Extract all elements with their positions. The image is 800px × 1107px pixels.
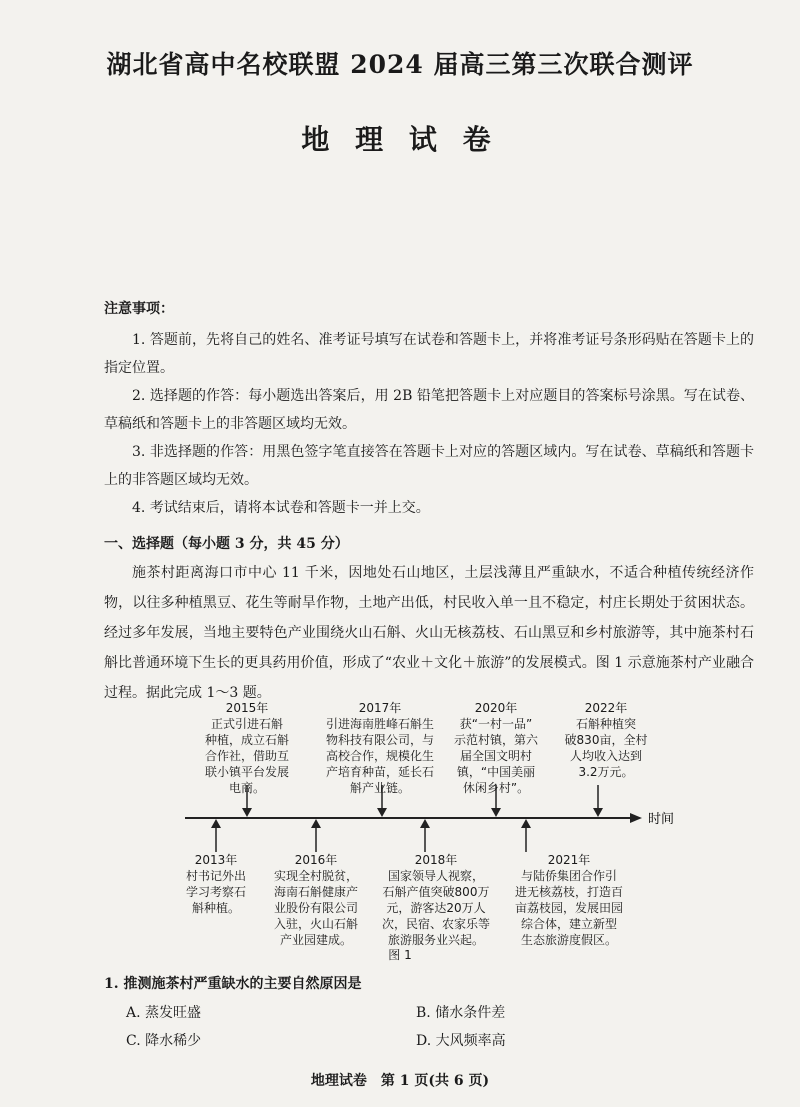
notice-item-1: 1. 答题前，先将自己的姓名、准考证号填写在试卷和答题卡上，并将准考证号条形码贴在答题卡上的指定位置。 [104,332,754,376]
exam-title: 湖北省高中名校联盟 2024 届高三第三次联合测评 [106,50,694,79]
option-d: D. 大风频率高 [416,1033,506,1049]
option-b: B. 储水条件差 [416,1005,506,1021]
event-2015: 2015年 正式引进石斛 种植，成立石斛 合作社，借助互 联小镇平台发展 电商。 [192,700,302,796]
event-year: 2020年 [474,701,518,715]
timeline-arrow-icon [630,813,642,823]
event-year: 2015年 [225,701,269,715]
event-2017: 2017年 引进海南胜峰石斛生 物科技有限公司，与 高校合作，规模化生 产培育种苗，延长石 斛产业链。 [310,700,450,796]
figure-caption: 图 1 [388,948,412,962]
arrowhead-2020-icon [491,808,501,817]
passage-intro: 施茶村距离海口市中心 11 千米，因地处石山地区，土层浅薄且严重缺水，不适合种植传统经济作物，以往多种植黑豆、花生等耐旱作物，土地产出低，村民收入单一且不稳定，村庄长期处于贫困状态。经过多年发展，当地主要特色产业围绕火山石斛、火山无核荔枝、石山黑豆和乡村旅游等，其中施茶村石斛比普通环境下生长的更具药用价值，形成了“农业＋文化＋旅游”的发展模式。图 1 示意施茶村产业融合过程。据此完成 1～3 题。 [104,565,754,701]
event-year: 2017年 [358,701,402,715]
event-year: 2016年 [294,853,338,867]
arrowhead-2016-icon [311,819,321,828]
notice-item-3: 3. 非选择题的作答：用黑色签字笔直接答在答题卡上对应的答题区域内。写在试卷、草稿纸和答题卡上的非答题区域均无效。 [104,444,754,488]
arrowhead-2013-icon [211,819,221,828]
event-2013: 2013年 村书记外出 学习考察石 斛种植。 [166,852,266,916]
event-2016: 2016年 实现全村脱贫， 海南石斛健康产 业股份有限公司 入驻，火山石斛 产业园建成。 [261,852,371,948]
timeline-axis-label: 时间 [648,812,675,827]
event-year: 2022年 [584,701,628,715]
event-year: 2021年 [547,853,591,867]
arrowhead-2015-icon [242,808,252,817]
arrowhead-2017-icon [377,808,387,817]
page-footer: 地理试卷 第 1 页(共 6 页) [310,1073,490,1089]
arrowhead-2018-icon [420,819,430,828]
arrowhead-2022-icon [593,808,603,817]
section-heading: 一、选择题（每小题 3 分，共 45 分） [104,536,349,552]
option-c: C. 降水稀少 [126,1033,202,1049]
question-1-stem: 1. 推测施茶村严重缺水的主要自然原因是 [104,976,362,992]
option-a: A. 蒸发旺盛 [126,1005,202,1021]
event-year: 2018年 [414,853,458,867]
event-2021: 2021年 与陆侨集团合作引 进无核荔枝，打造百 亩荔枝园，发展田园 综合体，建立新型 生态旅游度假区。 [506,852,632,948]
event-year: 2013年 [194,853,238,867]
arrowhead-2021-icon [521,819,531,828]
event-2018: 2018年 国家领导人视察， 石斛产值突破800万 元，游客达20万人 次，民宿、农家乐等 旅游服务业兴起。 [373,852,499,948]
notice-item-4: 4. 考试结束后，请将本试卷和答题卡一并上交。 [132,500,430,516]
subject-title: 地 理 试 卷 [301,123,499,156]
notice-item-2: 2. 选择题的作答：每小题选出答案后，用 2B 铅笔把答题卡上对应题目的答案标号涂黑。写在试卷、草稿纸和答题卡上的非答题区域均无效。 [104,388,754,432]
notice-heading: 注意事项： [104,301,174,317]
event-2022: 2022年 石斛种植突 破830亩，全村 人均收入达到 3.2万元。 [556,700,656,780]
event-2020: 2020年 获“一村一品” 示范村镇，第六 届全国文明村 镇，“中国美丽 休闲乡村”。 [446,700,546,796]
